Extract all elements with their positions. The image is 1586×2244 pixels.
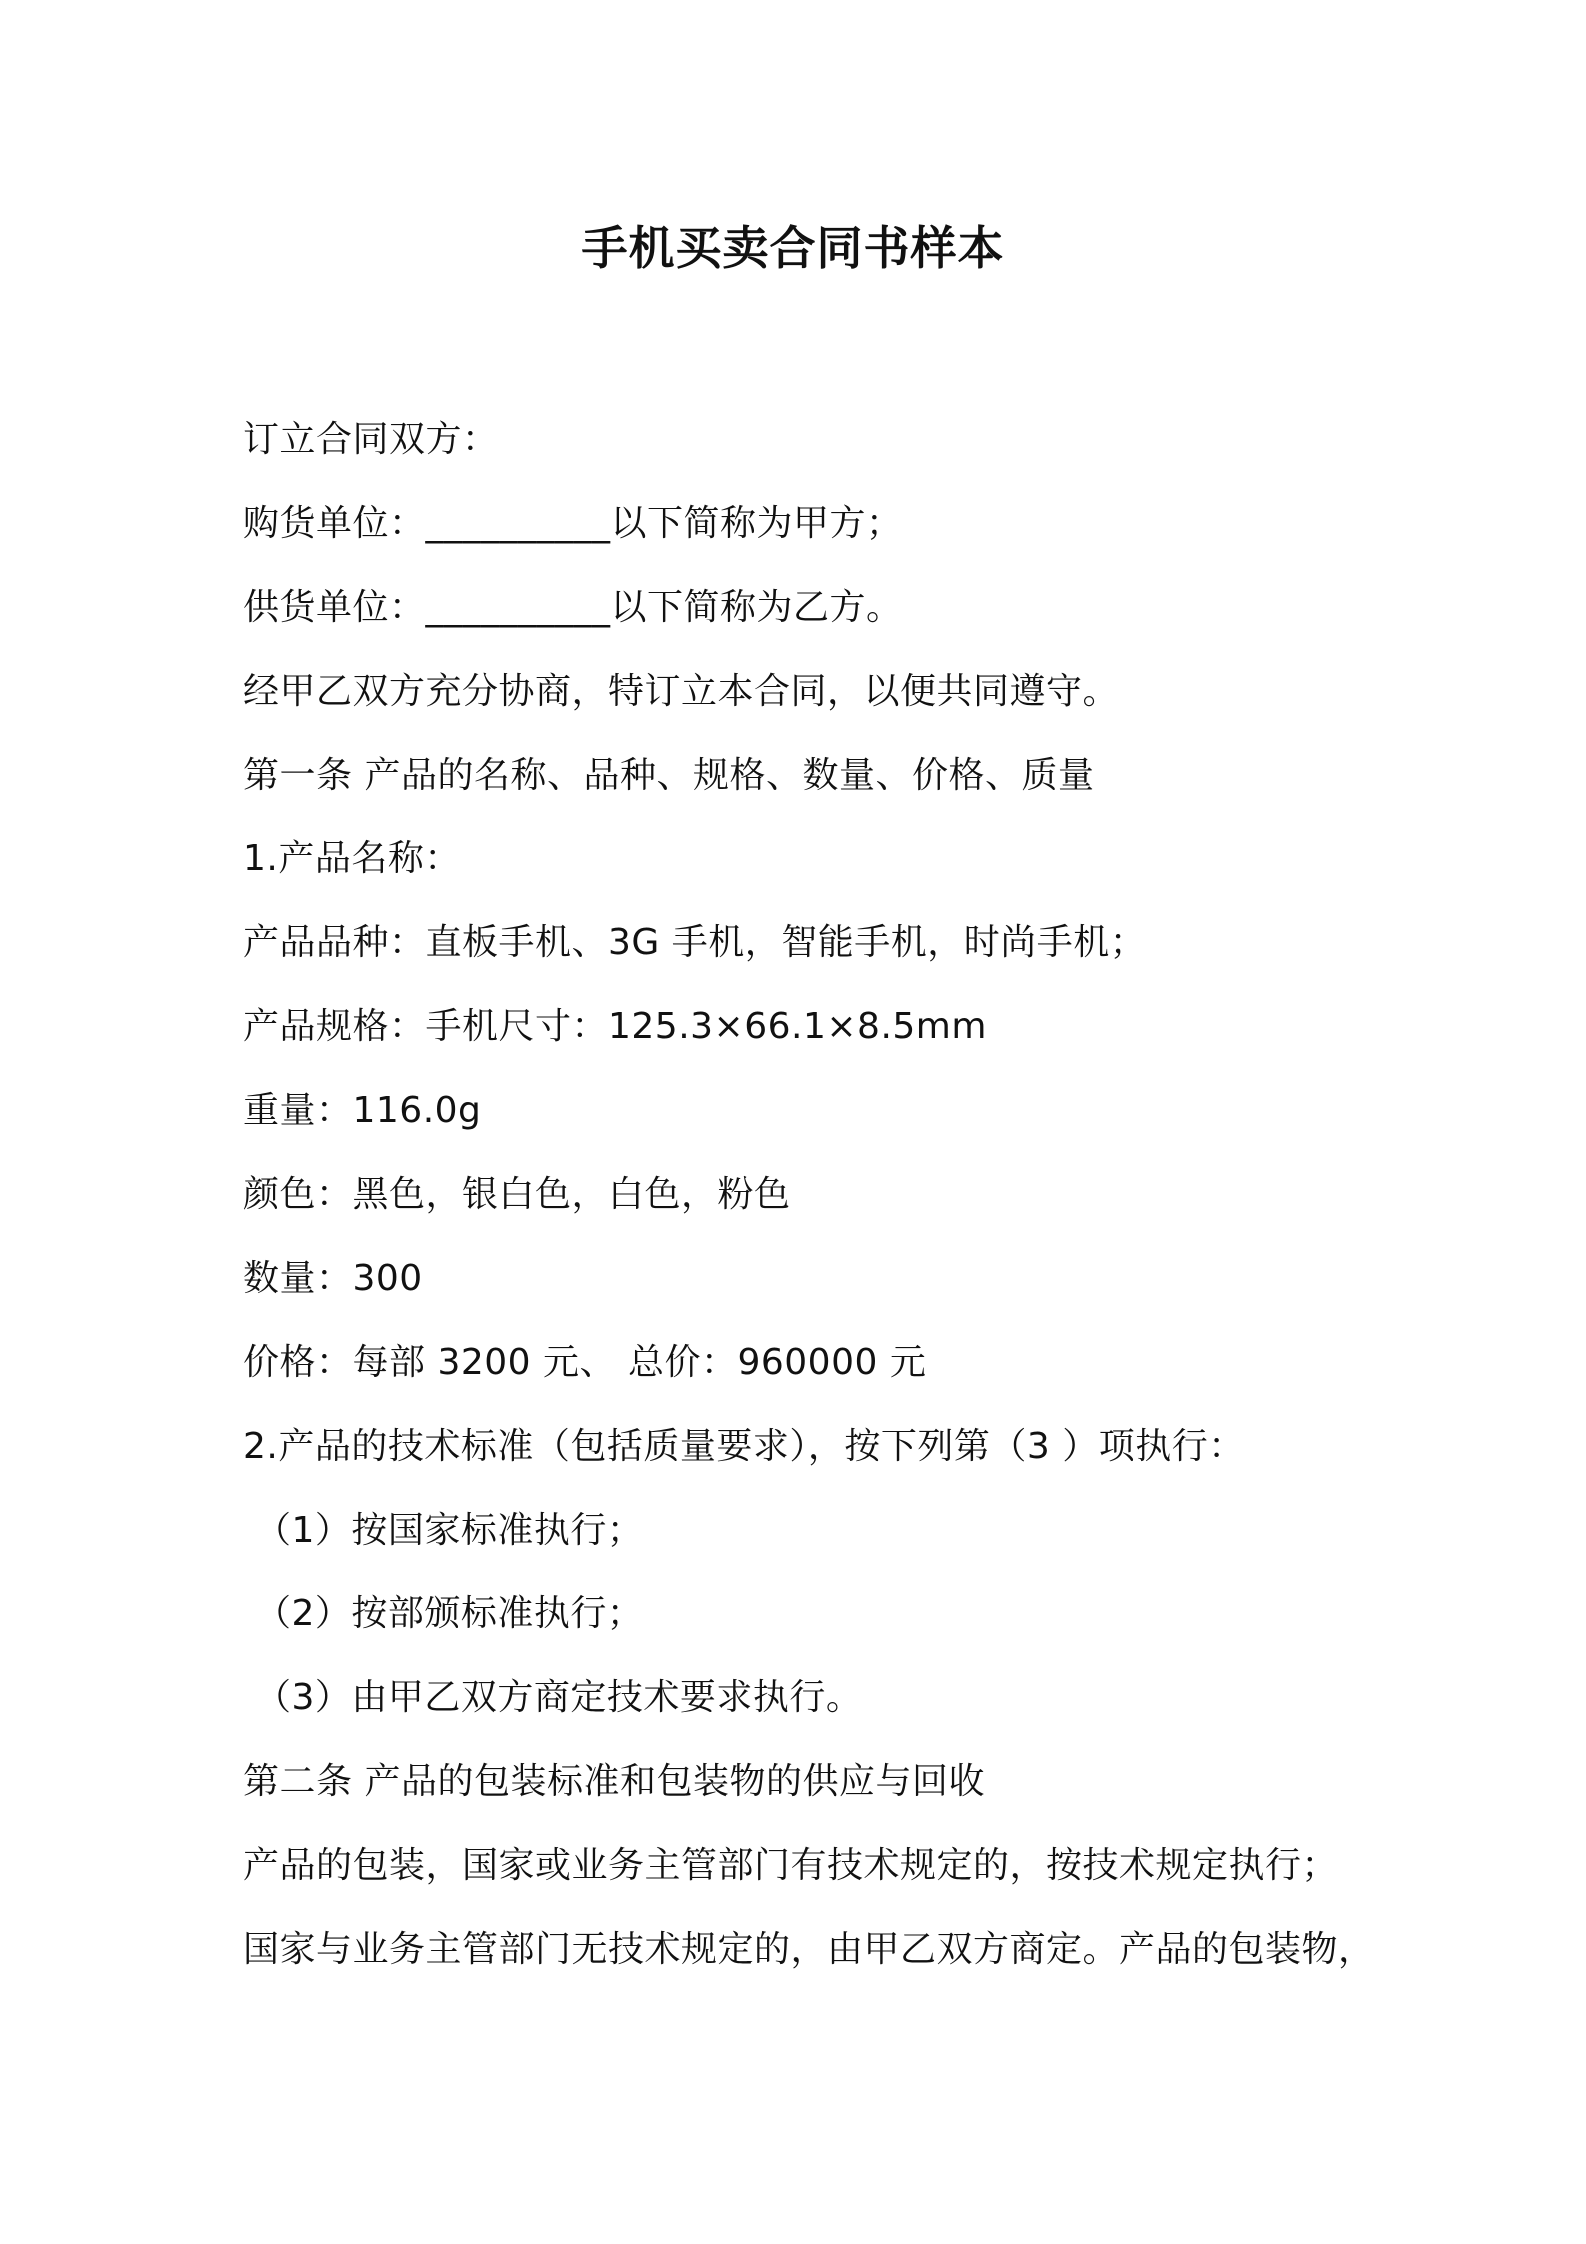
article-2-heading: 第二条 产品的包装标准和包装物的供应与回收 — [243, 1761, 985, 1803]
product-spec-line: 产品规格：手机尺寸：125.3×66.1×8.5mm — [243, 1006, 987, 1048]
price-line: 价格：每部 3200 元、 总价：960000 元 — [243, 1341, 927, 1383]
technical-standard-line: 2.产品的技术标准（包括质量要求），按下列第（3 ）项执行： — [243, 1425, 1245, 1467]
seller-line: 供货单位：__________以下简称为乙方。 — [243, 586, 903, 628]
packaging-line-2: 国家与业务主管部门无技术规定的，由甲乙双方商定。产品的包装物， — [243, 1929, 1375, 1971]
quantity-line: 数量：300 — [243, 1257, 423, 1299]
article-1-heading: 第一条 产品的名称、品种、规格、数量、价格、质量 — [243, 754, 1095, 796]
packaging-line-1: 产品的包装，国家或业务主管部门有技术规定的，按技术规定执行； — [243, 1845, 1339, 1887]
document-title: 手机买卖合同书样本 — [581, 221, 1005, 275]
agreement-intro: 经甲乙双方充分协商，特订立本合同，以便共同遵守。 — [243, 670, 1120, 712]
standard-option-2: （2）按部颁标准执行； — [255, 1593, 644, 1635]
buyer-line: 购货单位：__________以下简称为甲方； — [243, 502, 903, 544]
weight-line: 重量：116.0g — [243, 1090, 482, 1132]
product-variety-line: 产品品种：直板手机、3G 手机，智能手机，时尚手机； — [243, 922, 1147, 964]
color-line: 颜色：黑色，银白色，白色，粉色 — [243, 1174, 791, 1216]
document-body — [243, 404, 1375, 1998]
parties-heading: 订立合同双方： — [243, 419, 499, 460]
product-name-line: 1.产品名称： — [243, 838, 461, 880]
standard-option-1: （1）按国家标准执行； — [255, 1509, 644, 1551]
standard-option-3: （3）由甲乙双方商定技术要求执行。 — [255, 1677, 863, 1719]
